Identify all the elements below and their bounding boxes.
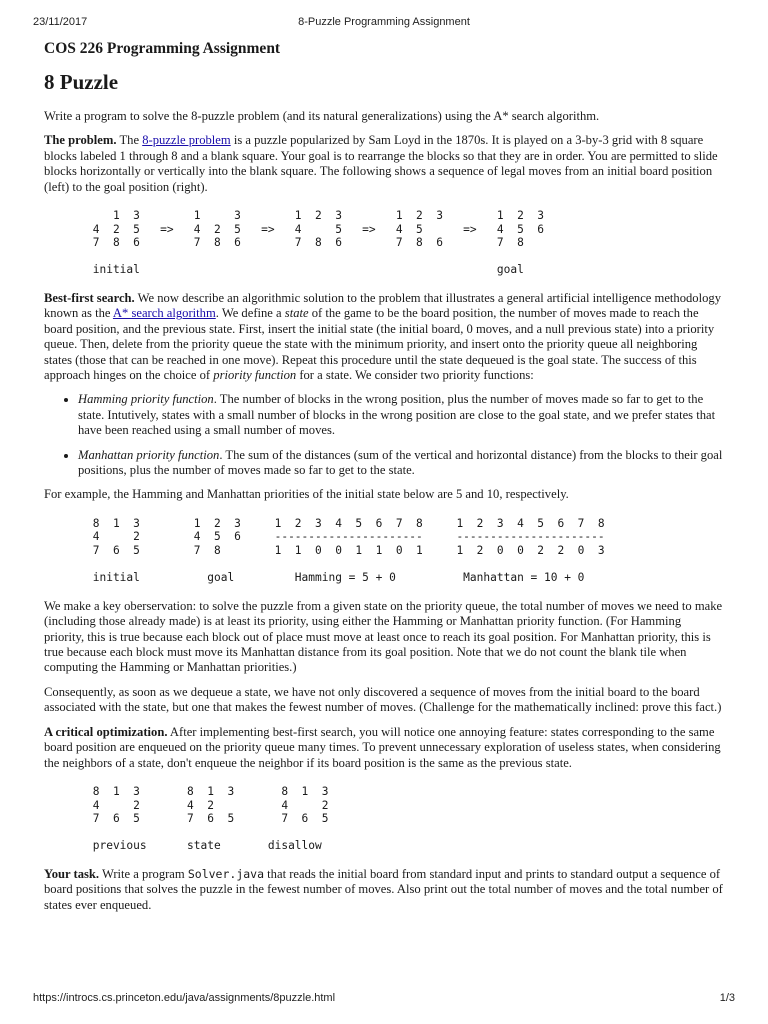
8-puzzle-problem-link[interactable]: 8-puzzle problem [142,133,231,148]
task-paragraph [44,867,724,913]
key-observation-paragraph: We make a key oberservation: to solve the puzzle from a given state on the priority queue, the total number of moves we need to make (including those already made) is at least its priority, using either the Hamming or Manhattan priority function. (For Hamming priority, this is true because each block out of place must move at least once to reach its goal position. For Manhattan priority, this is true because each block must move its Manhattan distance from its goal position. Note that we do not count the blank tile when computing the Hamming or Manhattan priorities.) [44,598,723,675]
critical-heading: A critical optimization. [44,724,168,739]
best-first-paragraph [44,291,724,383]
intro-paragraph: Write a program to solve the 8-puzzle problem (and its natural generalizations) using the A* search algorithm. [44,109,600,123]
problem-heading: The problem. [44,133,117,148]
consequently-paragraph: Consequently, as soon as we dequeue a state, we have not only discovered a sequence of moves from the initial board to the board associated with the state, but one that makes the fewest number of moves. (Challenge for the mathematically inclined: prove this fact.) [44,684,722,715]
a-star-link[interactable]: A* search algorithm [112,306,216,321]
list-item-manhattan [78,448,724,479]
hamming-term: Hamming priority function [78,392,214,407]
print-title: 8-Puzzle Programming Assignment [298,16,470,28]
print-url: https://introcs.cs.princeton.edu/java/assignments/8puzzle.html [33,992,336,1004]
best-first-heading: Best-first search. [44,291,135,305]
hamming-text: . The number of blocks in the wrong position, plus the number of moves made so far to get to the state. Intutively, states with a small number of blocks in the wrong position are close to the goal state, and we prefer states that have been reached using a small number of moves. [78,392,716,438]
manhattan-term: Manhattan priority function [78,447,220,462]
print-date: 23/11/2017 [33,16,88,28]
problem-text-2: is a puzzle popularized by Sam Loyd in the 1870s. It is played on a 3-by-3 grid with 8 square blocks labeled 1 through 8 and a blank square. Your goal is to rearrange the blocks so that they are in order. You are permitted to slide blocks horizontally or vertically into the blank square. The following shows a sequence of legal moves from an initial board position (left) to the goal position (right). [44,133,718,194]
task-text-1: Write a program [99,866,188,881]
problem-paragraph [44,133,724,195]
state-term: state [284,306,309,321]
best-first-text-3: of the game to be the board position, the number of moves made to reach the board position, and the previous state. First, insert the initial state (the initial board, 0 moves, and a null previous state) into a priority queue. Then, delete from the priority queue the state with the minimum priority, and insert onto the priority queue all neighboring states (those that can be reached in one move). Repeat this procedure until the state dequeued is the goal state. The success of this approach hinges on the choice of [44,306,715,383]
best-first-text-1: We now describe an algorithmic solution to the problem that illustrates a general artificial intelligence methodology known as the [44,291,721,321]
document-body [44,40,724,922]
critical-text: After implementing best-first search, you will notice one annoying feature: states corresponding to the same board position are enqueued on the priority queue many times. To prevent unnecessary exploration of useless states, when considering the neighbors of a state, don't enqueue the neighbor if its board position is the same as the previous state. [44,724,721,770]
critical-optimization-paragraph [44,725,724,771]
priority-example: 8 1 3 1 2 3 1 2 3 4 5 6 7 8 1 2 3 4 5 6 7 8 4 2 4 5 6 ---------------------- ---------------------- 7 6 5 7 8 1 1 0 0 1 1 0 1 1 2 0 0 2 2 0 3 initial goal Hamming = 5 + 0 Manhattan = 10 + 0 [92,516,605,585]
best-first-text-4: for a state. We consider two priority functions: [296,368,534,383]
page-number: 1/3 [719,992,735,1004]
task-heading: Your task. [44,866,100,881]
best-first-text-2: . We define a [215,306,285,321]
example-intro: For example, the Hamming and Manhattan priorities of the initial state below are 5 and 10, respectively. [44,487,569,502]
priority-function-list [44,392,724,478]
print-header [33,16,735,30]
disallow-example: 8 1 3 8 1 3 8 1 3 4 2 4 2 4 2 7 6 5 7 6 5 7 6 5 previous state disallow [92,784,329,853]
problem-text-1: The [116,133,143,148]
course-title: COS 226 Programming Assignment [44,40,281,57]
page-title: 8 Puzzle [44,70,119,94]
list-item-hamming [78,392,724,438]
manhattan-text: . The sum of the distances (sum of the vertical and horizontal distance) from the blocks to their goal positions, plus the number of moves made so far to get to the state. [78,447,723,478]
solver-filename: Solver.java [187,866,265,881]
print-footer [33,992,735,1006]
moves-example: 1 3 1 3 1 2 3 1 2 3 1 2 3 4 2 5 => 4 2 5 => 4 5 => 4 5 => 4 5 6 7 8 6 7 8 6 7 8 6 7 8 6 7 8 initial goal [92,209,545,277]
priority-function-term: priority function [213,368,297,383]
task-text-2: that reads the initial board from standard input and prints to standard output a sequence of board positions that solves the puzzle in the fewest number of moves. Also print out the total number of moves and the total number of states ever enqueued. [44,866,723,912]
